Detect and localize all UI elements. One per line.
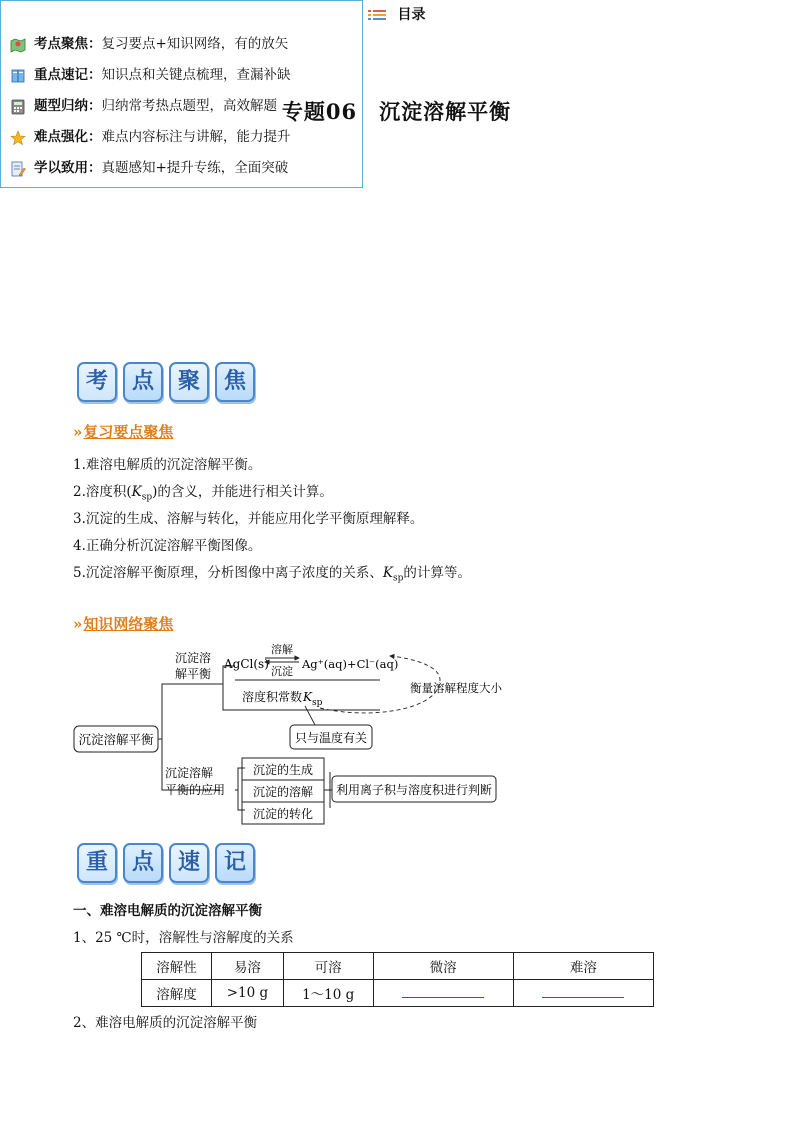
table-row [142,980,654,1007]
table-cell: 可溶 [283,953,373,980]
table-cell: 溶解性 [142,953,212,980]
solubility-table [141,952,654,1007]
table-cell: 1～10 g [283,980,373,1007]
banner-tile: 点 [123,843,163,883]
table-cell [373,980,513,1007]
knowledge-network-diagram [70,640,520,830]
table-cell: 溶解度 [142,980,212,1007]
banner-tile: 速 [169,843,209,883]
toc-item: 难点强化：难点内容标注与讲解，能力提升 [10,127,291,147]
subsection-title: 1、25 ℃时，溶解性与溶解度的关系 [73,930,294,946]
calculator-icon [10,99,26,115]
double-chevron-icon: » [73,423,83,441]
ksp-label: 溶度积常数 [242,690,303,704]
table-cell: 难溶 [513,953,653,980]
toc-heading [0,4,793,24]
app-item: 沉淀的转化 [252,807,314,821]
app-item: 沉淀的溶解 [252,785,314,799]
app-item: 沉淀的生成 [252,763,314,777]
temp-label: 只与温度有关 [294,731,368,745]
table-cell: 微溶 [373,953,513,980]
banner-tile: 重 [77,843,117,883]
table-row [142,953,654,980]
review-point: 4.正确分析沉淀溶解平衡图像。 [73,538,262,554]
review-point: 2.溶度积$(K_{sp})$的含义，并能进行相关计算。 [73,484,333,503]
branch-label: 解平衡 [175,667,212,681]
banner-tile: 焦 [215,362,255,402]
page-title: 专题06 沉淀溶解平衡 [281,99,512,124]
banner-zhongdian-suji [77,843,255,885]
banner-kaodian-jujiao [77,362,255,404]
toc-item: 题型归纳：归纳常考热点题型，高效解题 [10,96,277,116]
double-chevron-icon: » [73,615,83,633]
root-label: 沉淀溶解平衡 [78,732,154,747]
section-heading: »复习要点聚焦 [73,423,174,441]
review-point: 3.沉淀的生成、溶解与转化，并能应用化学平衡原理解释。 [73,511,424,527]
toc-item: 学以致用：真题感知+提升专练，全面突破 [10,158,288,178]
section-title: 一、难溶电解质的沉淀溶解平衡 [73,903,262,919]
toc-item: 重点速记：知识点和关键点梳理，查漏补缺 [10,65,291,85]
subsection-title: 2、难溶电解质的沉淀溶解平衡 [73,1015,258,1031]
star-icon [10,130,26,146]
eq-left: AgCl(s) [224,657,269,671]
eq-top: 溶解 [271,643,293,656]
book-icon [10,68,26,84]
branch-label: 平衡的应用 [165,783,226,797]
toc-item: 考点聚焦：复习要点+知识网络，有的放矢 [10,34,288,54]
banner-tile: 点 [123,362,163,402]
map-icon [10,37,26,53]
table-cell: >10 g [212,980,284,1007]
eq-right: Ag⁺(aq)+Cl⁻(aq) [302,657,399,671]
toc-heading-text: 目录 [397,7,426,23]
ksp-sub: sp [312,698,323,708]
pencil-doc-icon [10,161,26,177]
list-icon [368,10,386,20]
banner-tile: 记 [215,843,255,883]
measure-label: 衡量溶解程度大小 [410,681,502,695]
branch-label: 沉淀溶解 [165,766,214,780]
judge-label: 利用离子积与溶度积进行判断 [335,783,493,797]
branch-label: 沉淀溶 [175,651,212,665]
banner-tile: 聚 [169,362,209,402]
answer-blank[interactable] [402,985,484,998]
table-cell: 易溶 [212,953,284,980]
answer-blank[interactable] [542,985,624,998]
section-heading: »知识网络聚焦 [73,615,174,633]
ksp-k: K [303,690,312,704]
banner-tile: 考 [77,362,117,402]
review-point: 1.难溶电解质的沉淀溶解平衡。 [73,457,262,473]
review-point: 5.沉淀溶解平衡原理，分析图像中离子浓度的关系、$K_{sp}$的计算等。 [73,565,471,584]
eq-bottom: 沉淀 [271,665,293,678]
table-cell [513,980,653,1007]
